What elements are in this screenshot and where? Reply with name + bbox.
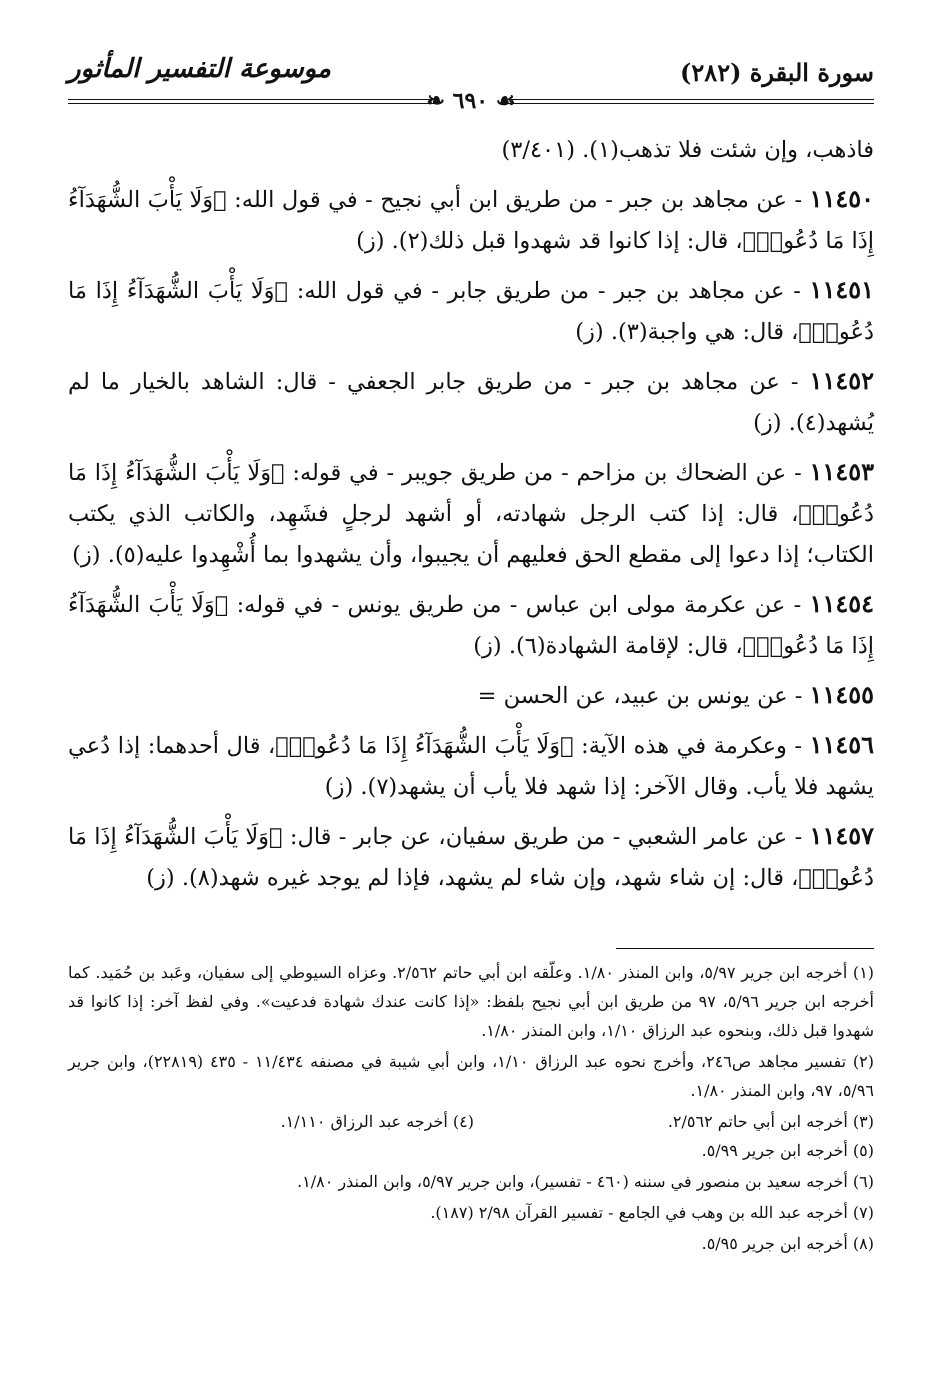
narration-text: - وعكرمة في هذه الآية: ﴿وَلَا يَأْبَ الشُّهَدَآءُ إِذَا مَا دُعُوا۟﴾، قال أحدهما: إذا دُعي يشهد فلا يأب. وقال الآخر: إذا شهد فلا يأب أن يشهد(٧). (ز)	[68, 733, 874, 800]
footnote-1: (١) أخرجه ابن جرير ٥/٩٧، وابن المنذر ١/٨٠. وعلّقه ابن أبي حاتم ٢/٥٦٢. وعزاه السيوطي إلى سفيان، وعَبد بن حُمَيد. كما أخرجه ابن جرير ٥/٩٦، ٩٧ من طريق ابن أبي نجيح بلفظ: «إذا كانت عندك شهادة فدعيت». وفي لفظ آخر: إذا كانوا قد شهدوا قبل ذلك، وبنحوه عبد الرزاق ١/١٠، وابن المنذر ١/٨٠.	[68, 963, 875, 1040]
narration-text: - عن مجاهد بن جبر - من طريق جابر الجعفي - قال: الشاهد بالخيار ما لم يُشهد(٤). (ز)	[68, 369, 874, 436]
page-header	[68, 52, 874, 114]
footnote-8: (٨) أخرجه ابن جرير ٥/٩٥.	[701, 1234, 874, 1253]
paragraph-continuation: فاذهب، وإن شئت فلا تذهب(١). (٣/٤٠١)	[501, 137, 874, 163]
narration-text: - عن يونس بن عبيد، عن الحسن =	[477, 683, 803, 709]
footnotes	[68, 958, 874, 1260]
narration-text: - عن عكرمة مولى ابن عباس - من طريق يونس - في قوله: ﴿وَلَا يَأْبَ الشُّهَدَآءُ إِذَا مَا دُعُوا۟﴾، قال: لإقامة الشهادة(٦). (ز)	[68, 592, 874, 659]
narration-text: - عن مجاهد بن جبر - من طريق جابر - في قول الله: ﴿وَلَا يَأْبَ الشُّهَدَآءُ إِذَا مَا دُعُوا۟﴾، قال: هي واجبة(٣). (ز)	[68, 278, 874, 345]
footnote-divider	[616, 948, 874, 949]
main-text	[68, 130, 874, 906]
footnote-7: (٧) أخرجه عبد الله بن وهب في الجامع - تفسير القرآن ٢/٩٨ (١٨٧).	[430, 1203, 874, 1222]
narration-11451	[68, 269, 874, 353]
narration-number: ١١٤٥٧	[809, 821, 874, 850]
narration-number: ١١٤٥٥	[809, 680, 874, 709]
footnote-6: (٦) أخرجه سعيد بن منصور في سننه (٤٦٠ - تفسير)، وابن جرير ٥/٩٧، وابن المنذر ١/٨٠.	[297, 1172, 874, 1191]
narration-11456	[68, 724, 874, 808]
narration-11452	[68, 360, 874, 444]
book-title: موسوعة التفسير المأثور	[68, 54, 331, 84]
footnote-4: (٤) أخرجه عبد الرزاق ١/١١٠.	[280, 1112, 474, 1131]
footnote-2: (٢) تفسير مجاهد ص٢٤٦، وأخرج نحوه عبد الرزاق ١/١٠، وابن أبي شيبة في مصنفه ١١/٤٣٤ - ٤٣٥ (٢٢٨١٩)، وابن جرير ٥/٩٦، ٩٧، وابن المنذر ١/٨٠.	[68, 1052, 875, 1100]
narration-11455	[68, 674, 874, 717]
surah-title: سورة البقرة (٢٨٢)	[680, 58, 874, 87]
narration-11454	[68, 583, 874, 667]
narration-number: ١١٤٥١	[809, 275, 874, 304]
narration-text: - عن الضحاك بن مزاحم - من طريق جويبر - في قوله: ﴿وَلَا يَأْبَ الشُّهَدَآءُ إِذَا مَا دُعُوا۟﴾، قال: إذا كتب الرجل شهادته، أو أشهد لرجلٍ فشَهِد، والكاتب الذي يكتب الكتاب؛ إذا دعوا إلى مقطع الحق فعليهم أن يجيبوا، وأن يشهدوا بما أُشْهِدوا عليه(٥). (ز)	[68, 460, 874, 568]
footnote-5: (٥) أخرجه ابن جرير ٥/٩٩.	[701, 1141, 874, 1160]
narration-11450	[68, 178, 874, 262]
book-page	[68, 52, 875, 1253]
header-rule-left	[68, 99, 438, 104]
narration-number: ١١٤٥٢	[809, 366, 874, 395]
narration-number: ١١٤٥٣	[809, 457, 874, 486]
header-rule	[68, 88, 874, 114]
narration-text: - عن مجاهد بن جبر - من طريق ابن أبي نجيح - في قول الله: ﴿وَلَا يَأْبَ الشُّهَدَآءُ إِذَا مَا دُعُوا۟﴾، قال: إذا كانوا قد شهدوا قبل ذلك(٢). (ز)	[68, 187, 874, 254]
narration-11457	[68, 815, 874, 899]
page-number: ❧ ٦٩٠ ☙	[426, 88, 516, 114]
narration-11453	[68, 451, 874, 576]
narration-text: - عن عامر الشعبي - من طريق سفيان، عن جابر - قال: ﴿وَلَا يَأْبَ الشُّهَدَآءُ إِذَا مَا دُعُوا۟﴾، قال: إن شاء شهد، وإن شاء لم يشهد، فإذا لم يوجد غيره شهد(٨). (ز)	[68, 824, 874, 891]
footnote-3: (٣) أخرجه ابن أبي حاتم ٢/٥٦٢.	[667, 1112, 874, 1131]
narration-number: ١١٤٥٤	[809, 589, 874, 618]
narration-number: ١١٤٥٠	[809, 184, 874, 213]
narration-number: ١١٤٥٦	[809, 730, 875, 759]
footnote-row-3-4	[68, 1107, 874, 1136]
